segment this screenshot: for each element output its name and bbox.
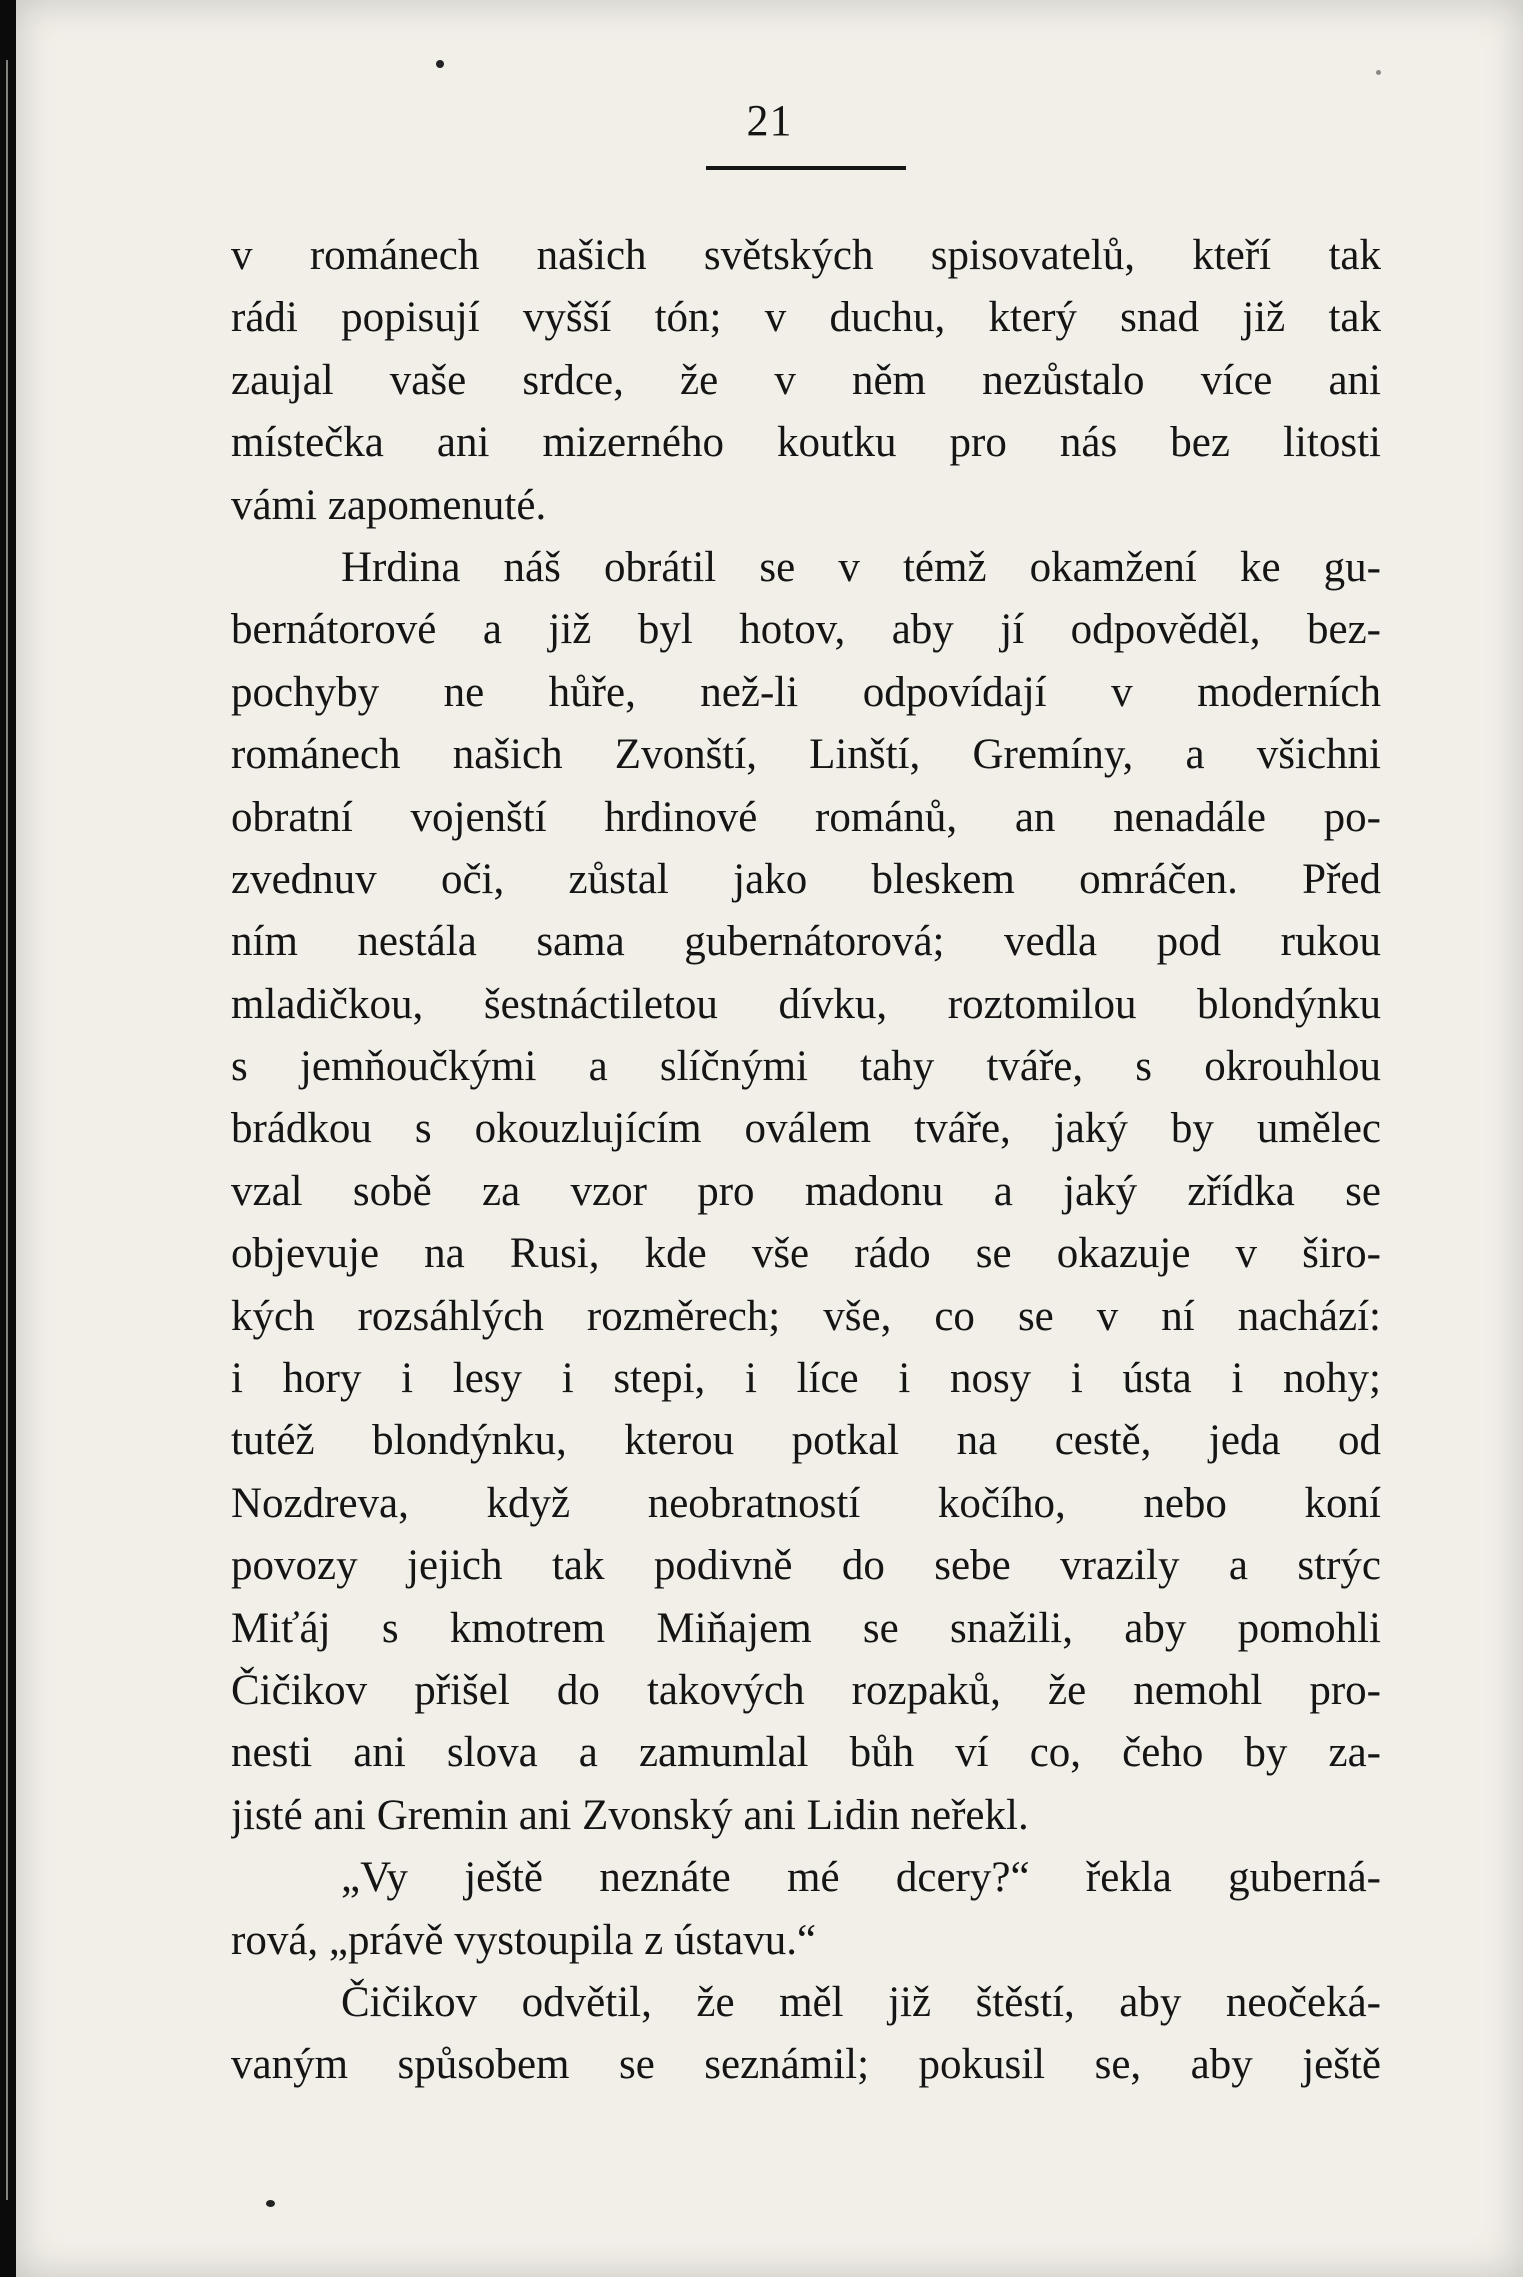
- text-line: objevuje na Rusi, kde vše rádo se okazuje v širo-: [231, 1230, 1381, 1278]
- text-line: vzal sobě za vzor pro madonu a jaký zřídka se: [231, 1167, 1381, 1215]
- text-line: kých rozsáhlých rozměrech; vše, co se v ní nachází:: [231, 1292, 1381, 1340]
- text-line: Čičikov odvětil, že měl již štěstí, aby neočeká-: [341, 1978, 1381, 2026]
- text-line: Nozdreva, když neobratností kočího, nebo koní: [231, 1479, 1381, 1527]
- text-line: i hory i lesy i stepi, i líce i nosy i ústa i nohy;: [231, 1355, 1381, 1403]
- header-rule: [706, 166, 906, 170]
- book-page: [16, 0, 1523, 2277]
- text-line: zaujal vaše srdce, že v něm nezůstalo více ani: [231, 356, 1381, 404]
- binding-rule: [6, 60, 8, 2200]
- text-line: rádi popisují vyšší tón; v duchu, který snad již tak: [231, 294, 1381, 342]
- text-line: brádkou s okouzlujícím oválem tváře, jaký by umělec: [231, 1105, 1381, 1153]
- text-line: mladičkou, šestnáctiletou dívku, roztomilou blondýnku: [231, 980, 1381, 1028]
- ink-speck: [1376, 70, 1381, 75]
- text-line: pochyby ne hůře, než-li odpovídají v moderních: [231, 668, 1381, 716]
- text-line: Čičikov přišel do takových rozpaků, že nemohl pro-: [231, 1666, 1381, 1714]
- text-line: ním nestála sama gubernátorová; vedla pod rukou: [231, 918, 1381, 966]
- text-line: románech našich Zvonští, Linští, Gremíny, a všichni: [231, 731, 1381, 779]
- text-line: vaným spůsobem se seznámil; pokusil se, aby ještě: [231, 2041, 1381, 2089]
- text-line: v románech našich světských spisovatelů, kteří tak: [231, 232, 1381, 279]
- text-line: s jemňoučkými a slíčnými tahy tváře, s okrouhlou: [231, 1043, 1381, 1091]
- text-line: vámi zapomenuté.: [231, 481, 547, 529]
- text-line: zvednuv oči, zůstal jako bleskem omráčen. Před: [231, 855, 1381, 903]
- body-text: [231, 225, 1381, 2097]
- page-number: 21: [746, 96, 793, 145]
- text-line: bernátorové a již byl hotov, aby jí odpověděl, bez-: [231, 606, 1381, 654]
- ink-speck: [266, 2200, 275, 2207]
- text-line: nesti ani slova a zamumlal bůh ví co, čeho by za-: [231, 1729, 1381, 1777]
- text-line: obratní vojenští hrdinové románů, an nenadále po-: [231, 793, 1381, 841]
- text-line: Miťáj s kmotrem Miňajem se snažili, aby pomohli: [231, 1604, 1381, 1652]
- text-line: „Vy ještě neznáte mé dcery?“ řekla guberná-: [341, 1854, 1381, 1902]
- text-line: místečka ani mizerného koutku pro nás bez litosti: [231, 419, 1381, 467]
- text-line: rová, „právě vystoupila z ústavu.“: [231, 1916, 817, 1964]
- text-line: povozy jejich tak podivně do sebe vrazily a strýc: [231, 1542, 1381, 1590]
- text-line: jisté ani Gremin ani Zvonský ani Lidin neřekl.: [231, 1791, 1029, 1839]
- ink-speck: [436, 60, 444, 68]
- text-line: tutéž blondýnku, kterou potkal na cestě, jeda od: [231, 1417, 1381, 1465]
- text-line: Hrdina náš obrátil se v témž okamžení ke gu-: [341, 543, 1381, 591]
- binding-edge: [0, 0, 16, 2277]
